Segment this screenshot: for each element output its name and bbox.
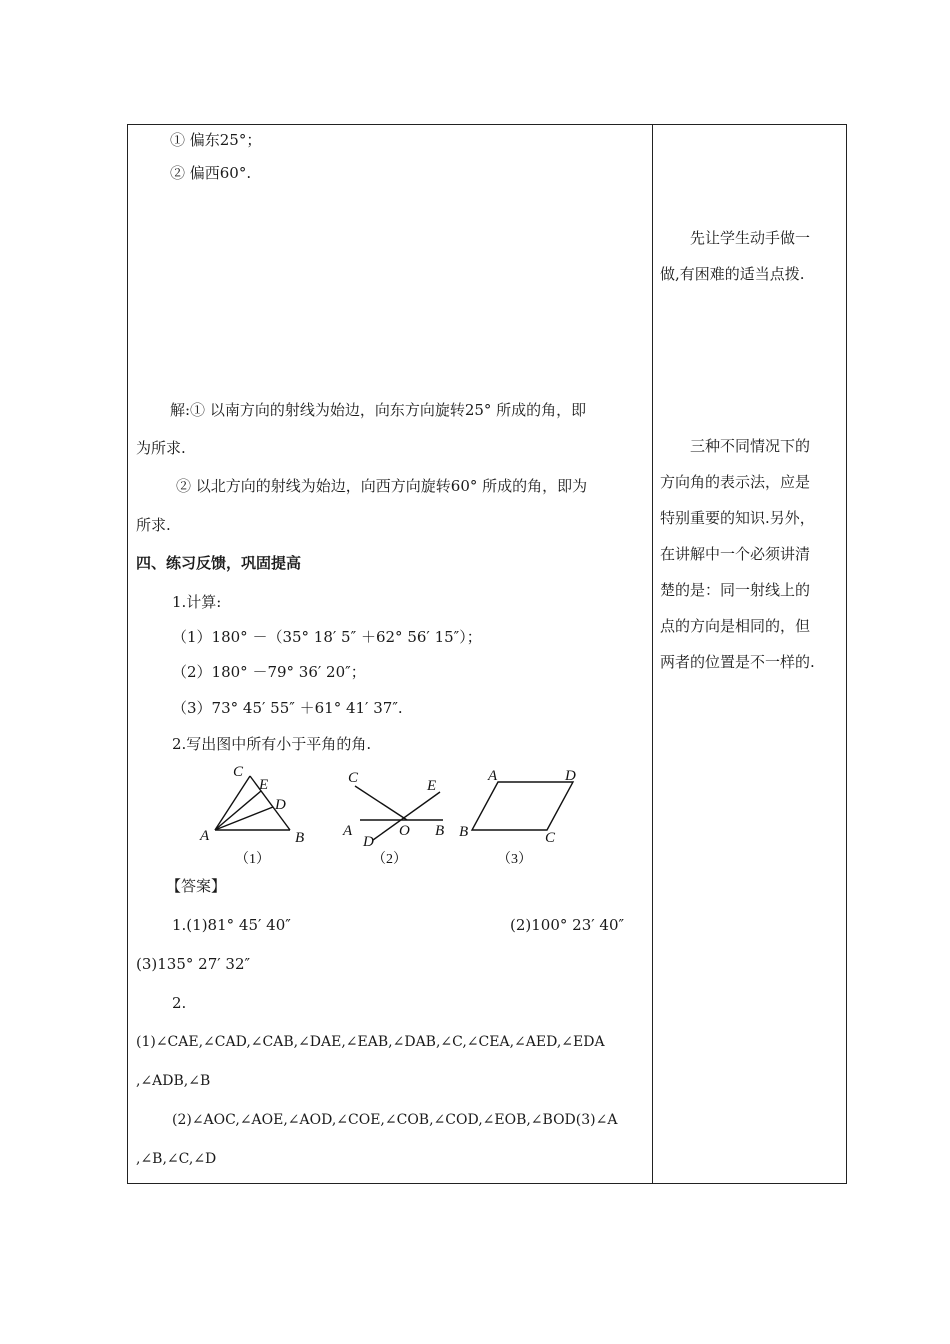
figure-2	[342, 770, 444, 867]
teaching-note-2	[660, 428, 842, 680]
section-title: 四、练习反馈，巩固提高	[136, 554, 302, 572]
fig2-label-e: E	[427, 778, 437, 794]
fig3-label-a: A	[488, 768, 498, 784]
fig2-caption: （2）	[372, 852, 407, 867]
solution-line-4: 所求.	[136, 516, 171, 534]
fig3-label-d: D	[565, 768, 576, 784]
teaching-note-1	[660, 220, 842, 292]
fig3-label-c: C	[545, 830, 556, 846]
note-2-line-4: 在讲解中一个必须讲清	[660, 545, 811, 563]
solution-line-2: 为所求.	[136, 439, 186, 457]
fig1-label-c: C	[233, 764, 244, 780]
answer-2-line-4: ,∠B,∠C,∠D	[136, 1151, 217, 1167]
geometry-figures	[195, 762, 615, 872]
fig3-caption: （3）	[497, 852, 532, 867]
answer-1c: (3)135° 27′ 32″	[136, 955, 251, 973]
fig1-label-d: D	[275, 797, 286, 813]
figure-3	[459, 768, 576, 867]
note-2-line-2: 方向角的表示法，应是	[660, 473, 811, 491]
direction-item-1: ① 偏东25°；	[170, 131, 262, 149]
note-2-line-1: 三种不同情况下的	[690, 437, 811, 455]
question-1-title: 1.计算:	[172, 593, 222, 611]
fig3-label-b: B	[459, 824, 469, 840]
fig1-caption: （1）	[235, 852, 270, 867]
fig1-label-e: E	[259, 777, 269, 793]
fig2-label-o: O	[399, 823, 410, 839]
solution-line-1: 解:① 以南方向的射线为始边，向东方向旋转25° 所成的角，即	[170, 401, 587, 419]
answer-2-line-2: ,∠ADB,∠B	[136, 1073, 211, 1089]
figure-1	[199, 764, 304, 867]
answer-2-title: 2.	[172, 994, 187, 1012]
fig2-label-c: C	[348, 770, 359, 786]
note-1-line-2: 做,有困难的适当点拨.	[660, 265, 805, 283]
answer-1a: 1.(1)81° 45′ 40″	[172, 916, 291, 934]
fig1-label-a: A	[200, 828, 210, 844]
answer-title: 【答案】	[166, 877, 227, 895]
fig1-label-b: B	[295, 830, 305, 846]
fig2-label-b: B	[435, 823, 445, 839]
question-2-title: 2.写出图中所有小于平角的角.	[172, 735, 372, 753]
answer-2-line-1: (1)∠CAE,∠CAD,∠CAB,∠DAE,∠EAB,∠DAB,∠C,∠CEA,∠AED,∠EDA	[136, 1034, 605, 1050]
fig2-label-d: D	[363, 834, 374, 850]
answer-2-line-3: (2)∠AOC,∠AOE,∠AOD,∠COE,∠COB,∠COD,∠EOB,∠BOD(3)∠A	[172, 1112, 618, 1128]
note-2-line-5: 楚的是：同一射线上的	[660, 581, 811, 599]
question-1a: （1）180° －（35° 18′ 5″ ＋62° 56′ 15″）；	[172, 628, 482, 646]
question-1c: （3）73° 45′ 55″ ＋61° 41′ 37″.	[172, 699, 403, 717]
question-1b: （2）180° －79° 36′ 20″；	[172, 663, 366, 681]
note-2-line-3: 特别重要的知识.另外，	[660, 509, 815, 527]
note-2-line-6: 点的方向是相同的，但	[660, 617, 811, 635]
direction-item-2: ② 偏西60°.	[170, 164, 252, 182]
note-1-line-1: 先让学生动手做一	[690, 229, 811, 247]
answer-1b: (2)100° 23′ 40″	[510, 916, 625, 934]
fig2-label-a: A	[343, 823, 353, 839]
column-divider	[652, 124, 653, 1184]
solution-line-3: ② 以北方向的射线为始边，向西方向旋转60° 所成的角，即为	[176, 477, 588, 495]
note-2-line-7: 两者的位置是不一样的.	[660, 653, 815, 671]
